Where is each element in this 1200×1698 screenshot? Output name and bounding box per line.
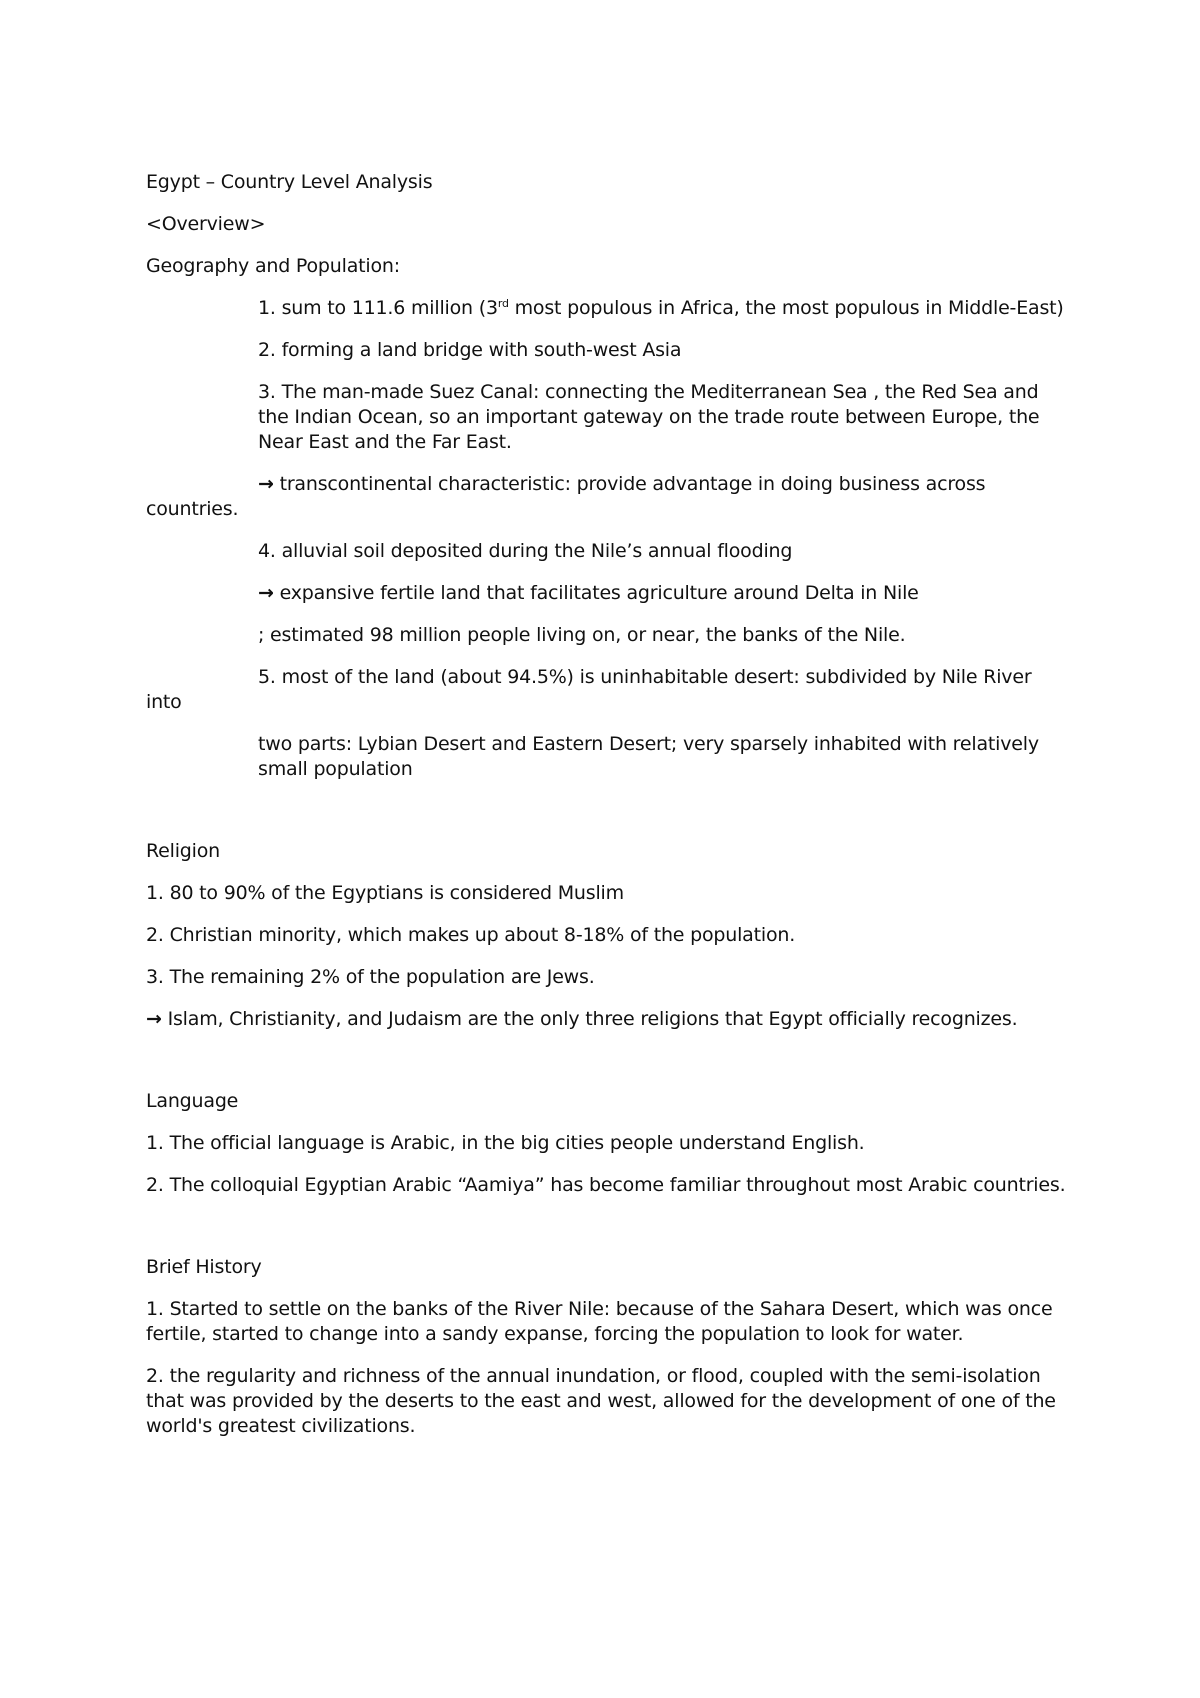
history-point-2: 2. the regularity and richness of the annual inundation, or flood, coupled with the semi-isolation that was provided by the deserts to the east and west, allowed for the development of one of the world's greatest civilizations. <box>146 1365 1056 1437</box>
history-heading: Brief History <box>146 1256 262 1278</box>
geography-arrow-note-1 <box>146 472 1066 522</box>
document-page <box>146 170 1066 1456</box>
geography-point-1-text: 1. sum to 111.6 million (3 <box>258 297 498 319</box>
language-point-2: 2. The colloquial Egyptian Arabic “Aamiya” has become familiar throughout most Arabic countries. <box>146 1174 1066 1196</box>
language-heading: Language <box>146 1090 239 1112</box>
geography-heading: Geography and Population: <box>146 255 400 277</box>
geography-nile-population: ; estimated 98 million people living on, or near, the banks of the Nile. <box>258 624 906 646</box>
arrow-note-2-text: expansive fertile land that facilitates agriculture around Delta in Nile <box>273 582 919 604</box>
history-point-1: 1. Started to settle on the banks of the River Nile: because of the Sahara Desert, which was once fertile, started to change into a sandy expanse, forcing the population to look for water. <box>146 1298 1053 1345</box>
religion-point-2: 2. Christian minority, which makes up about 8-18% of the population. <box>146 924 796 946</box>
language-point-1: 1. The official language is Arabic, in the big cities people understand English. <box>146 1132 865 1154</box>
arrow-icon: → <box>258 582 274 604</box>
section-spacer <box>146 1049 1066 1089</box>
section-spacer <box>146 1215 1066 1255</box>
religion-point-3: 3. The remaining 2% of the population are Jews. <box>146 966 595 988</box>
document-title: Egypt – Country Level Analysis <box>146 171 433 193</box>
geography-point-3: 3. The man-made Suez Canal: connecting the Mediterranean Sea , the Red Sea and the Indian Ocean, so an important gateway on the trade route between Europe, the Near East and the Far East. <box>258 381 1040 453</box>
arrow-icon: → <box>258 473 274 495</box>
overview-heading: <Overview> <box>146 213 266 235</box>
religion-arrow-note <box>146 1007 1066 1032</box>
arrow-icon: → <box>146 1008 162 1030</box>
religion-point-1: 1. 80 to 90% of the Egyptians is considered Muslim <box>146 882 624 904</box>
section-spacer <box>146 799 1066 839</box>
religion-arrow-note-text: Islam, Christianity, and Judaism are the only three religions that Egypt officially recognizes. <box>161 1008 1018 1030</box>
geography-point-1-rest: most populous in Africa, the most populous in Middle-East) <box>508 297 1064 319</box>
ordinal-suffix: rd <box>497 297 509 310</box>
geography-desert-parts: two parts: Lybian Desert and Eastern Desert; very sparsely inhabited with relatively small population <box>258 733 1039 780</box>
arrow-note-1-text: transcontinental characteristic: provide advantage in doing business across countries. <box>146 473 986 520</box>
geography-point-1 <box>146 296 1066 321</box>
religion-heading: Religion <box>146 840 221 862</box>
geography-arrow-note-2 <box>258 581 1066 606</box>
geography-point-2: 2. forming a land bridge with south-west Asia <box>258 339 682 361</box>
geography-point-5: 5. most of the land (about 94.5%) is uninhabitable desert: subdivided by Nile River into <box>146 666 1032 713</box>
geography-point-4: 4. alluvial soil deposited during the Nile’s annual flooding <box>258 540 793 562</box>
